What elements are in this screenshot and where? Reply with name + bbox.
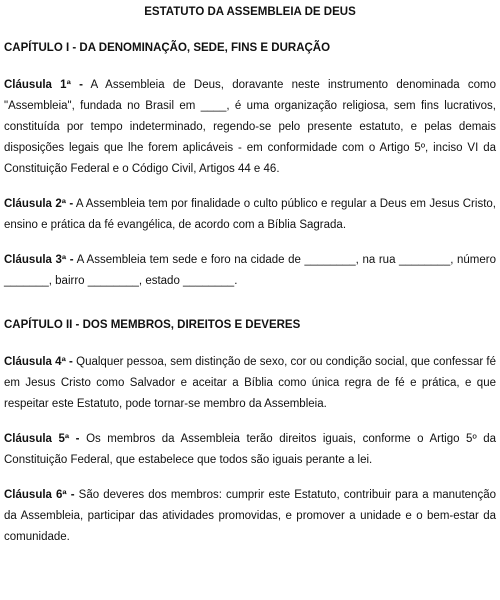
clause-6-text: São deveres dos membros: cumprir este Estatuto, contribuir para a manutenção da Assembleia, participar das atividades promovidas, e promover a unidade e o bem-estar da comunidade. — [4, 489, 496, 543]
clause-2-text: A Assembleia tem por finalidade o culto público e regular a Deus em Jesus Cristo, ensino e prática da fé evangélica, de acordo com a Bíblia Sagrada. — [4, 198, 496, 231]
clause-1-text: A Assembleia de Deus, doravante neste instrumento denominada como "Assembleia", fundada no Brasil em ____, é uma organização religiosa, sem fins lucrativos, constituída por tempo indeterminado, regendo-se pelo presente estatuto, e pelas demais disposições legais que lhe forem aplicáveis - em conformidade com o Artigo 5º, inciso VI da Constituição Federal e o Código Civil, Artigos 44 e 46. — [4, 79, 496, 175]
clause-5-text: Os membros da Assembleia terão direitos iguais, conforme o Artigo 5º da Constituição Federal, que estabelece que todos são iguais perante a lei. — [4, 433, 496, 466]
clause-2 — [4, 194, 496, 236]
document-title: ESTATUTO DA ASSEMBLEIA DE DEUS — [144, 6, 356, 18]
clause-6 — [4, 485, 496, 548]
chapter-1-heading: CAPÍTULO I - DA DENOMINAÇÃO, SEDE, FINS E DURAÇÃO — [4, 42, 331, 54]
clause-3 — [4, 250, 496, 292]
clause-2-label: Cláusula 2ª - — [4, 198, 74, 210]
clause-3-text: A Assembleia tem sede e foro na cidade de ________, na rua ________, número _______, bairro ________, estado ________. — [4, 254, 497, 287]
clause-3-label: Cláusula 3ª - — [4, 254, 74, 266]
chapter-2-heading: CAPÍTULO II - DOS MEMBROS, DIREITOS E DEVERES — [4, 319, 301, 331]
clause-1 — [4, 75, 496, 180]
clause-5 — [4, 429, 496, 471]
clause-5-label: Cláusula 5ª - — [4, 433, 80, 445]
clause-4 — [4, 352, 496, 415]
clause-1-label: Cláusula 1ª - — [4, 79, 83, 91]
clause-6-label: Cláusula 6ª - — [4, 489, 75, 501]
clause-4-text: Qualquer pessoa, sem distinção de sexo, cor ou condição social, que confessar fé em Jesus Cristo como Salvador e aceitar a Bíblia como única regra de fé e prática, e que respeitar este Estatuto, pode tornar-se membro da Assembleia. — [4, 356, 496, 410]
clause-4-label: Cláusula 4ª - — [4, 356, 73, 368]
